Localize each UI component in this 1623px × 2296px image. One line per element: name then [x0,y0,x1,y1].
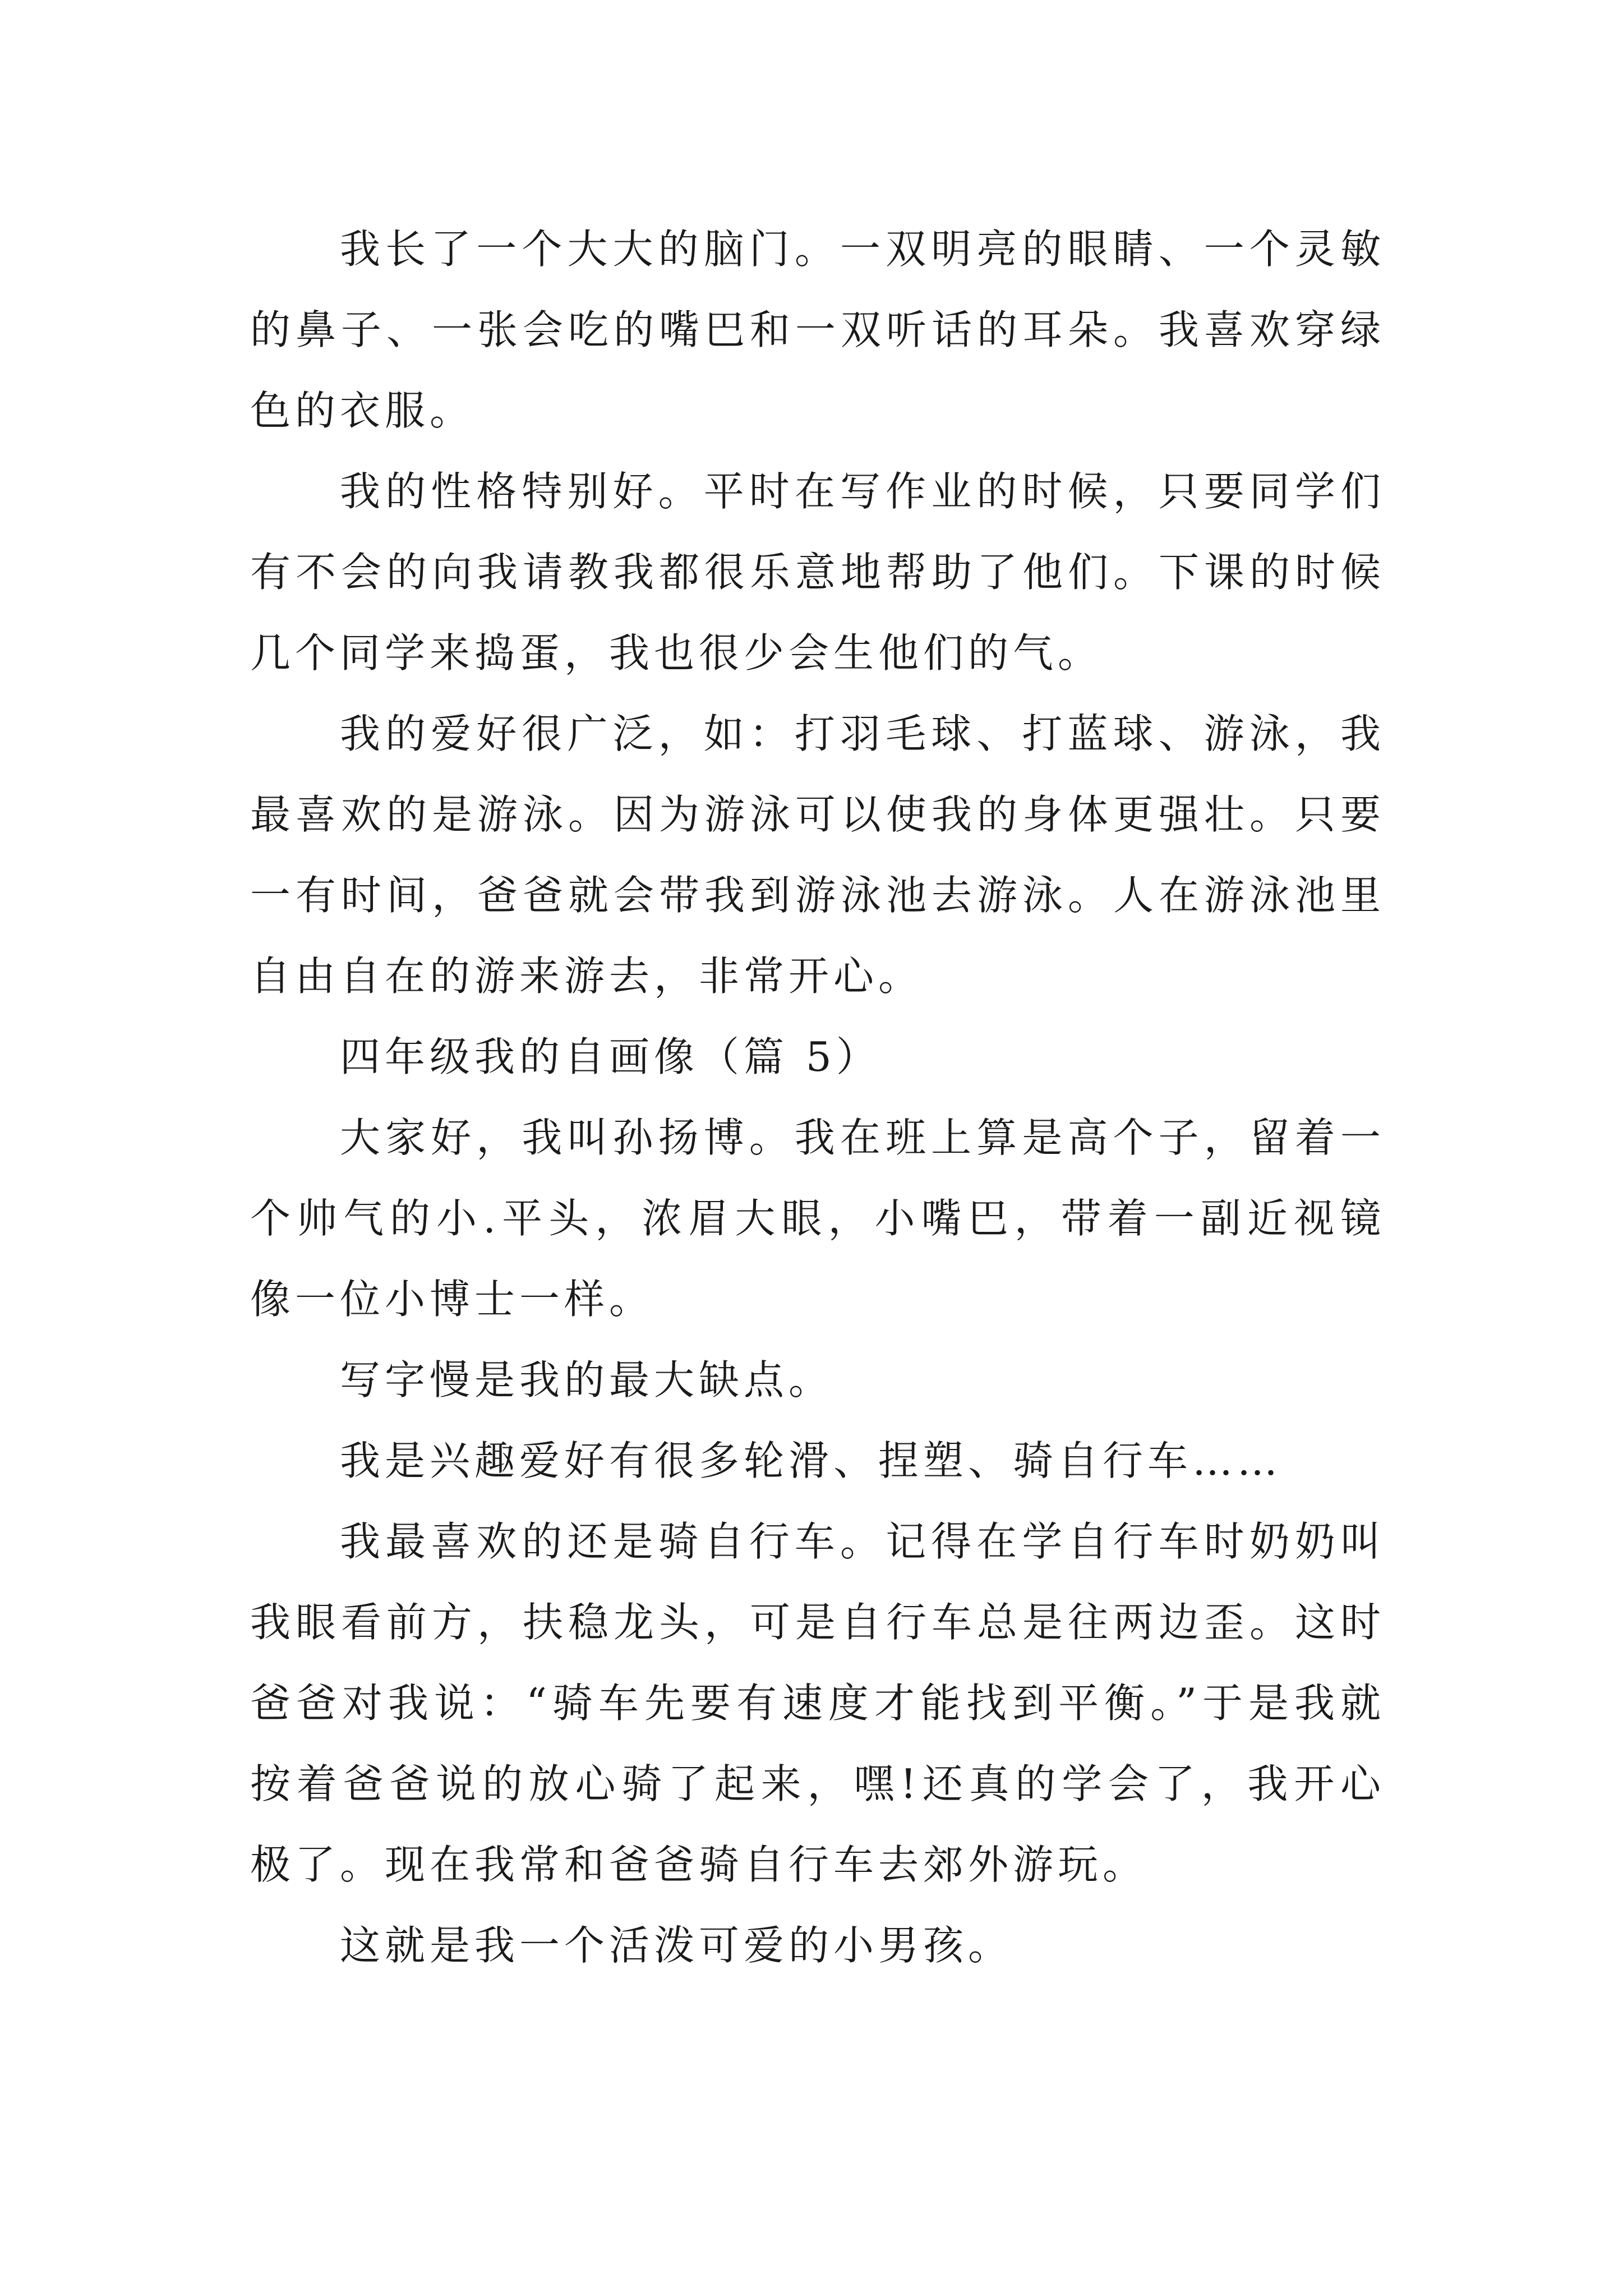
paragraph-appearance: 我长了一个大大的脑门。一双明亮的眼睛、一个灵敏的鼻子、一张会吃的嘴巴和一双听话的耳朵。我喜欢穿绿色的衣服。 [250,226,1385,434]
paragraph-intro: 大家好，我叫孙扬博。我在班上算是高个子，留着一个帅气的小.平头，浓眉大眼，小嘴巴，带着一副近视镜像一位小博士一样。 [250,1114,1385,1323]
paragraph-personality: 我的性格特别好。平时在写作业的时候，只要同学们有不会的向我请教我都很乐意地帮助了他们。下课的时候几个同学来捣蛋，我也很少会生他们的气。 [250,468,1385,677]
paragraph-hobbies: 我的爱好很广泛，如：打羽毛球、打蓝球、游泳，我最喜欢的是游泳。因为游泳可以使我的身体更强壮。只要一有时间，爸爸就会带我到游泳池去游泳。人在游泳池里自由自在的游来游去，非常开心。 [250,710,1385,1000]
paragraph-interests: 我是兴趣爱好有很多轮滑、捏塑、骑自行车…… [340,1437,1283,1484]
paragraph-bicycle: 我最喜欢的还是骑自行车。记得在学自行车时奶奶叫我眼看前方，扶稳龙头，可是自行车总是往两边歪。这时爸爸对我说：“骑车先要有速度才能找到平衡。”于是我就按着爸爸说的放心骑了起来，嘿!还真的学会了，我开心极了。现在我常和爸爸骑自行车去郊外游玩。 [250,1518,1385,1888]
paragraph-shortcoming: 写字慢是我的最大缺点。 [340,1356,834,1404]
document-body [250,209,1385,1986]
section-heading: 四年级我的自画像（篇 5） [340,1033,881,1080]
paragraph-conclusion: 这就是我一个活泼可爱的小男孩。 [340,1922,1013,1969]
